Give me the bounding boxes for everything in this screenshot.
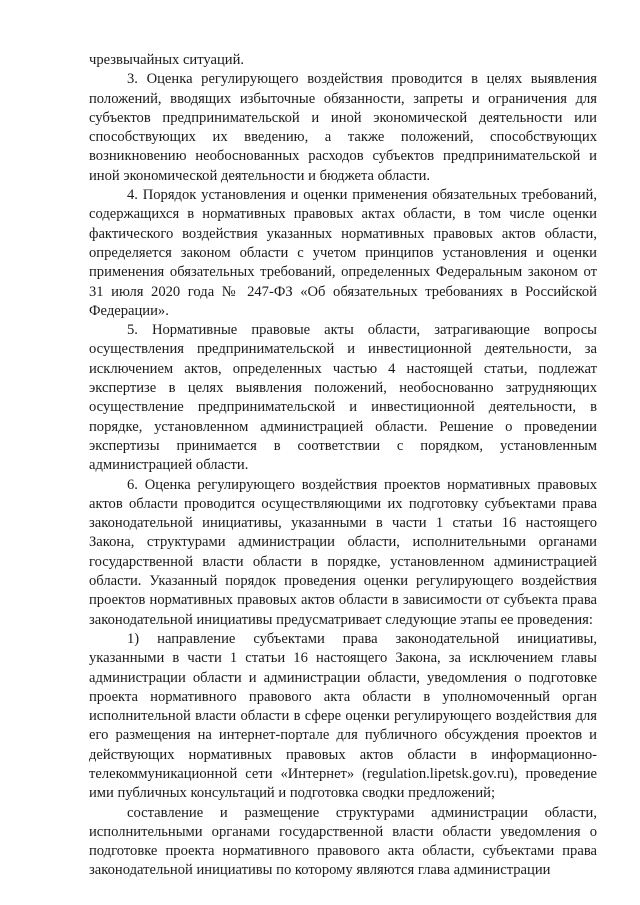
document-page bbox=[89, 51, 597, 881]
paragraph-item-3: 3. Оценка регулирующего воздействия проводится в целях выявления положений, вводящих избыточные обязанности, запреты и ограничения для субъектов предпринимательской и иной экономической деятельности или способствующих их введению, а также положений, способствующих возникновению необоснованных расходов субъектов предпринимательской и иной экономической деятельности и бюджета области. bbox=[89, 71, 597, 184]
paragraph-continuation: чрезвычайных ситуаций. bbox=[89, 52, 245, 68]
paragraph-subitem-1: 1) направление субъектами права законодательной инициативы, указанными в части 1 статьи 16 настоящего Закона, за исключением главы администрации области и администрации области, уведомления о подготовке проекта нормативного правового акта области в уполномоченный орган исполнительной власти области в сфере оценки регулирующего воздействия для его размещения на интернет-портале для публичного обсуждения проектов и действующих нормативных правовых актов области в информационно-телекоммуникационной сети «Интернет» (regulation.lipetsk.gov.ru), проведение ими публичных консультаций и подготовка сводки предложений; bbox=[89, 630, 597, 802]
paragraph-item-5: 5. Нормативные правовые акты области, затрагивающие вопросы осуществления предпринимательской и инвестиционной деятельности, за исключением актов, определенных частью 4 настоящей статьи, подлежат экспертизе в целях выявления положений, необоснованно затрудняющих осуществление предпринимательской и инвестиционной деятельности, в порядке, установленном администрацией области. Решение о проведении экспертизы принимается в соответствии с порядком, установленным администрацией области. bbox=[89, 322, 597, 474]
paragraph-item-6: 6. Оценка регулирующего воздействия проектов нормативных правовых актов области проводится осуществляющими их подготовку субъектами права законодательной инициативы, указанными в части 1 статьи 16 настоящего Закона, структурами администрации области, исполнительными органами государственной власти области в порядке, установленном администрацией области. Указанный порядок проведения оценки регулирующего воздействия проектов нормативных правовых актов области в зависимости от субъекта права законодательной инициативы предусматривает следующие этапы ее проведения: bbox=[89, 476, 597, 628]
paragraph-item-4: 4. Порядок установления и оценки применения обязательных требований, содержащихся в нормативных правовых актах области, в том числе оценки фактического воздействия указанных нормативных правовых актов области, определяется законом области с учетом принципов установления и оценки применения обязательных требований, определенных Федеральным законом от 31 июля 2020 года № 247-ФЗ «Об обязательных требованиях в Российской Федерации». bbox=[89, 187, 597, 319]
paragraph-subitem-continued: составление и размещение структурами администрации области, исполнительными органами государственной власти области уведомления о подготовке проекта нормативного правового акта области, субъектами права законодательной инициативы по которому являются глава администрации bbox=[89, 804, 597, 879]
